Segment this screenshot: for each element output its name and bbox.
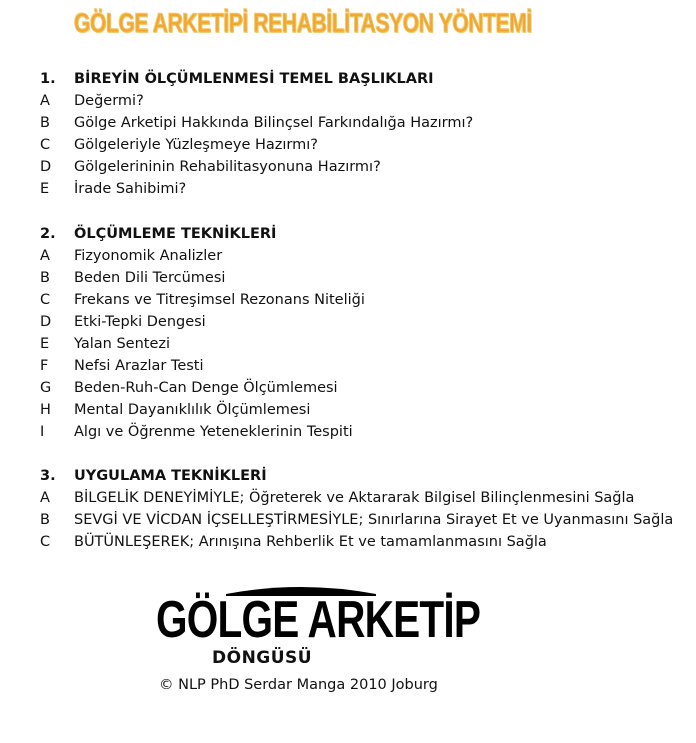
section-heading — [40, 226, 365, 248]
item-text: BİLGELİK DENEYİMİYLE; Öğreterek ve Aktararak Bilgisel Bilinçlenmesini Sağla — [74, 490, 635, 506]
list-item — [40, 115, 473, 137]
item-letter: B — [40, 512, 50, 528]
item-letter: B — [40, 115, 50, 131]
list-item — [40, 292, 365, 314]
list-item — [40, 137, 473, 159]
logo-sub-text: DÖNGÜSÜ — [212, 648, 313, 668]
copyright: © NLP PhD Serdar Manga 2010 Joburg — [159, 677, 438, 693]
item-letter: G — [40, 380, 52, 396]
item-letter: C — [40, 292, 51, 308]
list-item — [40, 490, 673, 512]
item-text: Gölgelerininin Rehabilitasyonuna Hazırmı? — [74, 159, 381, 175]
section-title: ÖLÇÜMLEME TEKNİKLERİ — [74, 226, 277, 242]
section-title: UYGULAMA TEKNİKLERİ — [74, 468, 267, 484]
item-text: BÜTÜNLEŞEREK; Arınışına Rehberlik Et ve tamamlanmasını Sağla — [74, 534, 547, 550]
item-text: Yalan Sentezi — [74, 336, 171, 352]
item-letter: E — [40, 181, 50, 197]
item-text: Mental Dayanıklılık Ölçümlemesi — [74, 402, 311, 418]
section-heading — [40, 71, 473, 93]
logo-main-text: GÖLGE ARKETİP — [156, 591, 481, 649]
section-title: BİREYİN ÖLÇÜMLENMESİ TEMEL BAŞLIKLARI — [74, 71, 434, 87]
item-text: Frekans ve Titreşimsel Rezonans Niteliği — [74, 292, 365, 308]
item-letter: D — [40, 159, 52, 175]
item-text: Etki-Tepki Dengesi — [74, 314, 206, 330]
item-text: İrade Sahibimi? — [74, 181, 187, 197]
list-item — [40, 534, 673, 556]
list-item — [40, 159, 473, 181]
section-number: 3. — [40, 468, 56, 484]
item-letter: A — [40, 490, 50, 506]
list-item — [40, 402, 365, 424]
section-olcumleme-teknikleri — [40, 226, 365, 446]
item-letter: C — [40, 137, 51, 153]
logo — [156, 584, 481, 656]
item-letter: C — [40, 534, 51, 550]
list-item — [40, 270, 365, 292]
item-text: SEVGİ VE VİCDAN İÇSELLEŞTİRMESİYLE; Sınırlarına Sirayet Et ve Uyanmasını Sağla — [74, 512, 674, 528]
item-letter: D — [40, 314, 52, 330]
list-item — [40, 181, 473, 203]
item-text: Beden Dili Tercümesi — [74, 270, 226, 286]
list-item — [40, 248, 365, 270]
section-olcumlenme — [40, 71, 473, 203]
item-text: Değermi? — [74, 93, 144, 109]
item-letter: I — [40, 424, 45, 440]
item-letter: H — [40, 402, 51, 418]
item-letter: E — [40, 336, 50, 352]
list-item — [40, 512, 673, 534]
page-title: GÖLGE ARKETİPİ REHABİLİTASYON YÖNTEMİ — [74, 8, 532, 38]
section-number: 1. — [40, 71, 56, 87]
item-letter: B — [40, 270, 50, 286]
item-letter: A — [40, 93, 50, 109]
list-item — [40, 380, 365, 402]
list-item — [40, 424, 365, 446]
section-uygulama-teknikleri — [40, 468, 673, 556]
item-text: Algı ve Öğrenme Yeteneklerinin Tespiti — [74, 424, 353, 440]
item-text: Gölge Arketipi Hakkında Bilinçsel Farkındalığa Hazırmı? — [74, 115, 474, 131]
item-text: Fizyonomik Analizler — [74, 248, 223, 264]
section-number: 2. — [40, 226, 56, 242]
item-text: Beden-Ruh-Can Denge Ölçümlemesi — [74, 380, 338, 396]
item-text: Nefsi Arazlar Testi — [74, 358, 204, 374]
list-item — [40, 336, 365, 358]
list-item — [40, 358, 365, 380]
item-text: Gölgeleriyle Yüzleşmeye Hazırmı? — [74, 137, 318, 153]
list-item — [40, 93, 473, 115]
section-heading — [40, 468, 673, 490]
item-letter: F — [40, 358, 49, 374]
list-item — [40, 314, 365, 336]
item-letter: A — [40, 248, 50, 264]
